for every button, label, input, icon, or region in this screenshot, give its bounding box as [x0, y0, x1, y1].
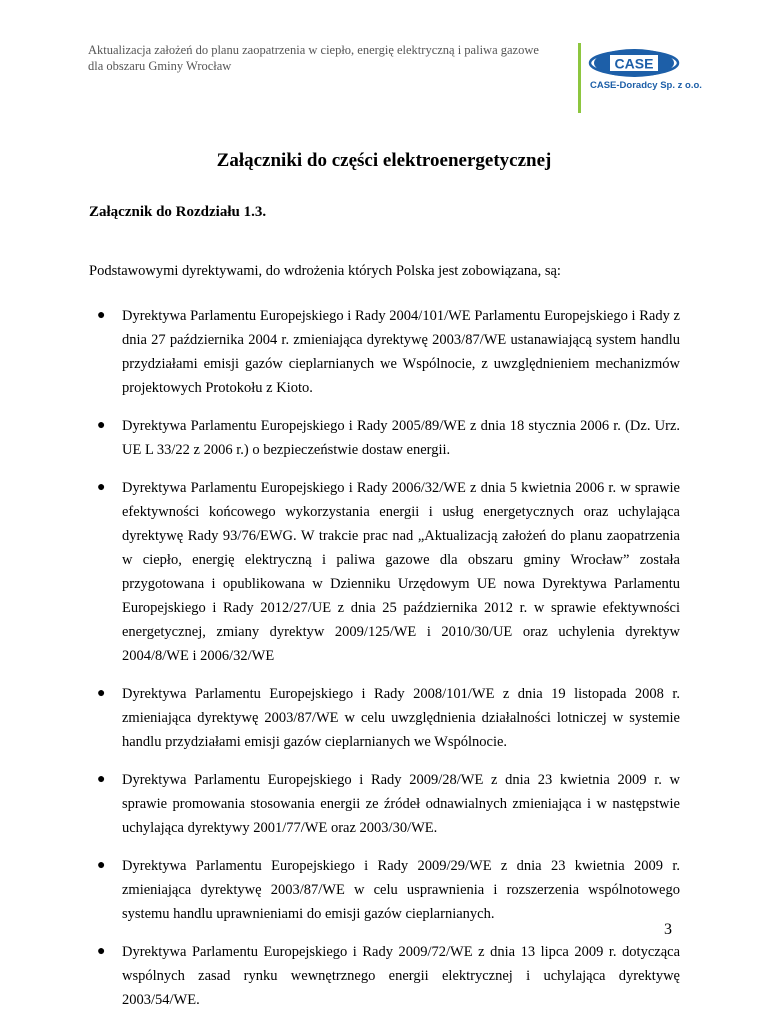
- list-item: [89, 940, 680, 1012]
- list-item-text: Dyrektywa Parlamentu Europejskiego i Rady 2006/32/WE z dnia 5 kwietnia 2006 r. w sprawie efektywności końcowego wykorzystania energii i usług energetycznych oraz uchylająca dyrektywę Rady 93/76/EWG. W trakcie prac nad „Aktualizacją założeń do planu zaopatrzenia w ciepło, energię elektryczną i paliwa gazowe dla obszaru gminy Wrocław” została przygotowana i opublikowana w Dzienniku Urzędowym UE nowa Dyrektywa Parlamentu Europejskiego i Rady 2012/27/UE z dnia 25 października 2012 r. w sprawie efektywności energetycznej, zmiany dyrektyw 2009/125/WE i 2010/30/UE oraz uchylenia dyrektyw 2004/8/WE i 2006/32/WE: [122, 480, 680, 664]
- logo-caption: CASE-Doradcy Sp. z o.o.: [590, 80, 702, 91]
- bullet-icon: ●: [97, 418, 106, 433]
- case-logo-mark: [588, 46, 680, 80]
- list-item: [89, 476, 680, 668]
- list-item-text: Dyrektywa Parlamentu Europejskiego i Rady 2004/101/WE Parlamentu Europejskiego i Rady z dnia 27 października 2004 r. zmieniająca dyrektywę 2003/87/WE ustanawiającą system handlu przydziałami emisji gazów cieplarnianych we Wspólnocie, z uwzględnieniem mechanizmów projektowych Protokołu z Kioto.: [122, 308, 680, 396]
- bullet-icon: ●: [97, 944, 106, 959]
- bullet-icon: ●: [97, 686, 106, 701]
- page-number: 3: [664, 921, 672, 938]
- document-title: Załączniki do części elektroenergetycznej: [216, 150, 552, 171]
- running-header: [88, 42, 568, 74]
- list-item-text: Dyrektywa Parlamentu Europejskiego i Rady 2005/89/WE z dnia 18 stycznia 2006 r. (Dz. Urz. UE L 33/22 z 2006 r.) o bezpieczeństwie dostaw energii.: [122, 418, 680, 458]
- bullet-icon: ●: [97, 858, 106, 873]
- list-item: [89, 854, 680, 926]
- list-item-text: Dyrektywa Parlamentu Europejskiego i Rady 2008/101/WE z dnia 19 listopada 2008 r. zmieniająca dyrektywę 2003/87/WE w celu uwzględnienia działalności lotniczej w systemie handlu przydziałami emisji gazów cieplarnianych we Wspólnocie.: [122, 686, 680, 750]
- list-item-text: Dyrektywa Parlamentu Europejskiego i Rady 2009/72/WE z dnia 13 lipca 2009 r. dotycząca wspólnych zasad rynku wewnętrznego energii elektrycznej i uchylająca dyrektywę 2003/54/WE.: [122, 944, 680, 1008]
- intro-paragraph: Podstawowymi dyrektywami, do wdrożenia których Polska jest zobowiązana, są:: [89, 263, 561, 279]
- header-line-2: dla obszaru Gminy Wrocław: [88, 59, 232, 73]
- list-item: [89, 304, 680, 400]
- header-divider: [578, 43, 581, 113]
- directives-list: [89, 304, 680, 1026]
- list-item-text: Dyrektywa Parlamentu Europejskiego i Rady 2009/28/WE z dnia 23 kwietnia 2009 r. w sprawie promowania stosowania energii ze źródeł odnawialnych zmieniająca i w następstwie uchylająca dyrektywy 2001/77/WE oraz 2003/30/WE.: [122, 772, 680, 836]
- case-logo: [588, 46, 680, 106]
- logo-wordmark: CASE: [614, 55, 654, 72]
- header-line-1: Aktualizacja założeń do planu zaopatrzenia w ciepło, energię elektryczną i paliwa gazowe: [88, 43, 539, 57]
- list-item-text: Dyrektywa Parlamentu Europejskiego i Rady 2009/29/WE z dnia 23 kwietnia 2009 r. zmieniająca dyrektywę 2003/87/WE w celu usprawnienia i rozszerzenia wspólnotowego systemu handlu uprawnieniami do emisji gazów cieplarnianych.: [122, 858, 680, 922]
- bullet-icon: ●: [97, 308, 106, 323]
- bullet-icon: ●: [97, 772, 106, 787]
- list-item: [89, 768, 680, 840]
- section-heading: Załącznik do Rozdziału 1.3.: [89, 204, 267, 220]
- list-item: [89, 682, 680, 754]
- bullet-icon: ●: [97, 480, 106, 495]
- list-item: [89, 414, 680, 462]
